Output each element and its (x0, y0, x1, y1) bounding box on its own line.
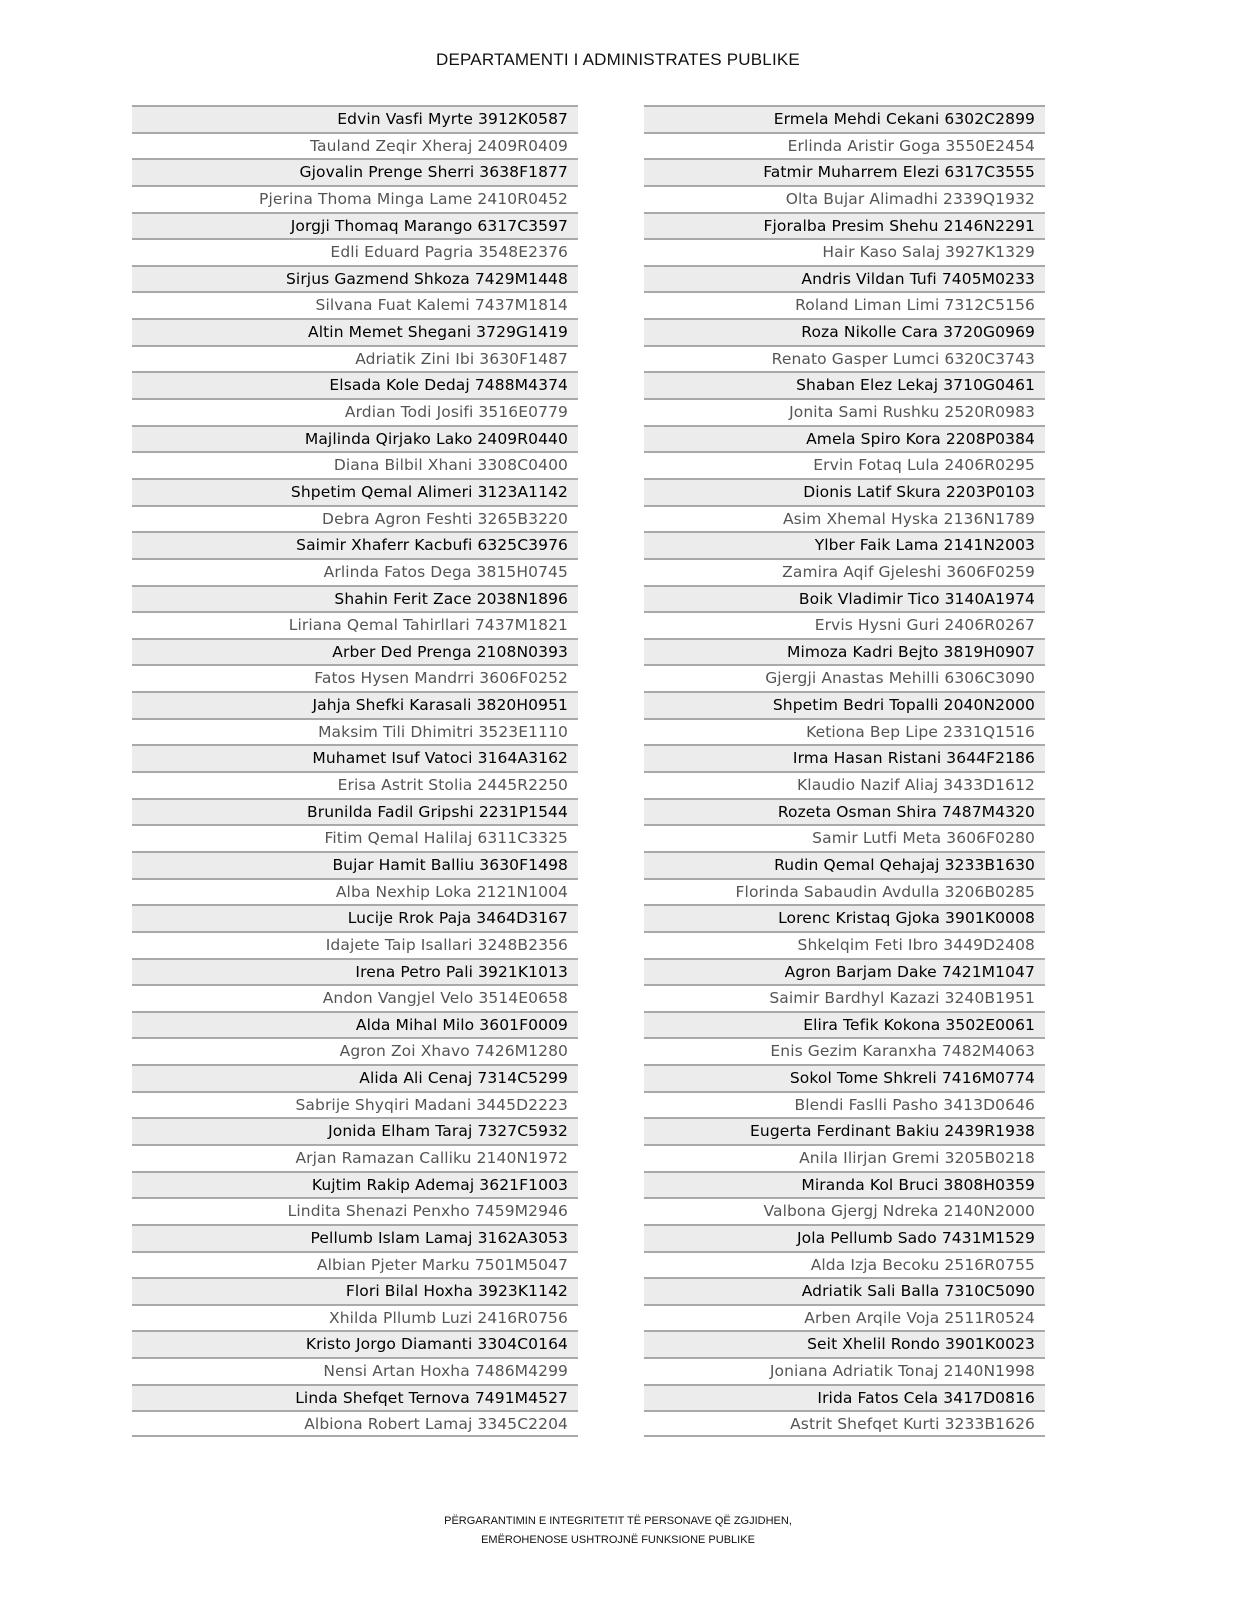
list-item: Zamira Aqif Gjeleshi 3606F0259 (644, 558, 1045, 585)
list-item: Anila Ilirjan Gremi 3205B0218 (644, 1144, 1045, 1171)
list-item: Gjergji Anastas Mehilli 6306C3090 (644, 664, 1045, 691)
list-item: Jorgji Thomaq Marango 6317C3597 (132, 212, 578, 239)
list-item: Dionis Latif Skura 2203P0103 (644, 478, 1045, 505)
list-item: Jahja Shefki Karasali 3820H0951 (132, 691, 578, 718)
list-item: Sirjus Gazmend Shkoza 7429M1448 (132, 265, 578, 292)
list-item: Valbona Gjergj Ndreka 2140N2000 (644, 1197, 1045, 1224)
page-footer (0, 1512, 1236, 1550)
list-item: Ardian Todi Josifi 3516E0779 (132, 398, 578, 425)
list-item: Fatos Hysen Mandrri 3606F0252 (132, 664, 578, 691)
list-item: Flori Bilal Hoxha 3923K1142 (132, 1277, 578, 1304)
page-title: DEPARTAMENTI I ADMINISTRATES PUBLIKE (436, 50, 800, 69)
list-item: Sabrije Shyqiri Madani 3445D2223 (132, 1091, 578, 1118)
list-item: Alda Mihal Milo 3601F0009 (132, 1011, 578, 1038)
list-item: Eugerta Ferdinant Bakiu 2439R1938 (644, 1117, 1045, 1144)
list-item: Ylber Faik Lama 2141N2003 (644, 531, 1045, 558)
list-item: Ervis Hysni Guri 2406R0267 (644, 611, 1045, 638)
list-item: Florinda Sabaudin Avdulla 3206B0285 (644, 878, 1045, 905)
list-item: Saimir Xhaferr Kacbufi 6325C3976 (132, 531, 578, 558)
list-item: Erlinda Aristir Goga 3550E2454 (644, 132, 1045, 159)
list-item: Lucije Rrok Paja 3464D3167 (132, 904, 578, 931)
list-item: Shaban Elez Lekaj 3710G0461 (644, 371, 1045, 398)
list-item: Silvana Fuat Kalemi 7437M1814 (132, 291, 578, 318)
list-item: Roland Liman Limi 7312C5156 (644, 291, 1045, 318)
list-item: Nensi Artan Hoxha 7486M4299 (132, 1357, 578, 1384)
list-item: Shkelqim Feti Ibro 3449D2408 (644, 931, 1045, 958)
list-item: Brunilda Fadil Gripshi 2231P1544 (132, 798, 578, 825)
list-item: Fjoralba Presim Shehu 2146N2291 (644, 212, 1045, 239)
list-item: Jola Pellumb Sado 7431M1529 (644, 1224, 1045, 1251)
list-item: Rozeta Osman Shira 7487M4320 (644, 798, 1045, 825)
list-item: Andon Vangjel Velo 3514E0658 (132, 984, 578, 1011)
list-item: Kujtim Rakip Ademaj 3621F1003 (132, 1171, 578, 1198)
list-item: Enis Gezim Karanxha 7482M4063 (644, 1037, 1045, 1064)
list-item: Andris Vildan Tufi 7405M0233 (644, 265, 1045, 292)
list-item: Boik Vladimir Tico 3140A1974 (644, 585, 1045, 612)
list-item: Edvin Vasfi Myrte 3912K0587 (132, 105, 578, 132)
list-item: Arlinda Fatos Dega 3815H0745 (132, 558, 578, 585)
list-item: Saimir Bardhyl Kazazi 3240B1951 (644, 984, 1045, 1011)
list-item: Fitim Qemal Halilaj 6311C3325 (132, 824, 578, 851)
list-item: Albian Pjeter Marku 7501M5047 (132, 1251, 578, 1278)
list-item: Lindita Shenazi Penxho 7459M2946 (132, 1197, 578, 1224)
list-item: Erisa Astrit Stolia 2445R2250 (132, 771, 578, 798)
list-item: Muhamet Isuf Vatoci 3164A3162 (132, 744, 578, 771)
list-item: Shpetim Qemal Alimeri 3123A1142 (132, 478, 578, 505)
list-item: Alida Ali Cenaj 7314C5299 (132, 1064, 578, 1091)
list-item: Agron Barjam Dake 7421M1047 (644, 958, 1045, 985)
list-item: Ketiona Bep Lipe 2331Q1516 (644, 718, 1045, 745)
list-item: Arben Arqile Voja 2511R0524 (644, 1304, 1045, 1331)
list-item: Roza Nikolle Cara 3720G0969 (644, 318, 1045, 345)
list-item: Gjovalin Prenge Sherri 3638F1877 (132, 158, 578, 185)
list-item: Hair Kaso Salaj 3927K1329 (644, 238, 1045, 265)
list-item: Blendi Faslli Pasho 3413D0646 (644, 1091, 1045, 1118)
list-item: Samir Lutfi Meta 3606F0280 (644, 824, 1045, 851)
list-item: Agron Zoi Xhavo 7426M1280 (132, 1037, 578, 1064)
list-item: Seit Xhelil Rondo 3901K0023 (644, 1330, 1045, 1357)
list-item: Jonita Sami Rushku 2520R0983 (644, 398, 1045, 425)
list-item: Mimoza Kadri Bejto 3819H0907 (644, 638, 1045, 665)
list-item: Elsada Kole Dedaj 7488M4374 (132, 371, 578, 398)
list-item: Joniana Adriatik Tonaj 2140N1998 (644, 1357, 1045, 1384)
footer-line-1: PËRGARANTIMIN E INTEGRITETIT TË PERSONAVE QË ZGJIDHEN, (444, 1515, 792, 1527)
list-item: Adriatik Sali Balla 7310C5090 (644, 1277, 1045, 1304)
list-item: Asim Xhemal Hyska 2136N1789 (644, 505, 1045, 532)
list-item: Astrit Shefqet Kurti 3233B1626 (644, 1410, 1045, 1437)
list-item: Kristo Jorgo Diamanti 3304C0164 (132, 1330, 578, 1357)
list-item: Sokol Tome Shkreli 7416M0774 (644, 1064, 1045, 1091)
list-item: Bujar Hamit Balliu 3630F1498 (132, 851, 578, 878)
list-item: Rudin Qemal Qehajaj 3233B1630 (644, 851, 1045, 878)
list-item: Arber Ded Prenga 2108N0393 (132, 638, 578, 665)
list-item: Amela Spiro Kora 2208P0384 (644, 425, 1045, 452)
list-item: Miranda Kol Bruci 3808H0359 (644, 1171, 1045, 1198)
list-item: Tauland Zeqir Xheraj 2409R0409 (132, 132, 578, 159)
list-item: Liriana Qemal Tahirllari 7437M1821 (132, 611, 578, 638)
name-list-right (644, 105, 1045, 1437)
list-item: Shpetim Bedri Topalli 2040N2000 (644, 691, 1045, 718)
list-item: Alba Nexhip Loka 2121N1004 (132, 878, 578, 905)
list-item: Fatmir Muharrem Elezi 6317C3555 (644, 158, 1045, 185)
list-item: Ervin Fotaq Lula 2406R0295 (644, 451, 1045, 478)
list-item: Jonida Elham Taraj 7327C5932 (132, 1117, 578, 1144)
list-item: Klaudio Nazif Aliaj 3433D1612 (644, 771, 1045, 798)
list-item: Irena Petro Pali 3921K1013 (132, 958, 578, 985)
list-item: Alda Izja Becoku 2516R0755 (644, 1251, 1045, 1278)
list-item: Ermela Mehdi Cekani 6302C2899 (644, 105, 1045, 132)
name-list-left (132, 105, 578, 1437)
list-item: Irma Hasan Ristani 3644F2186 (644, 744, 1045, 771)
list-item: Adriatik Zini Ibi 3630F1487 (132, 345, 578, 372)
list-item: Olta Bujar Alimadhi 2339Q1932 (644, 185, 1045, 212)
list-item: Altin Memet Shegani 3729G1419 (132, 318, 578, 345)
list-item: Linda Shefqet Ternova 7491M4527 (132, 1384, 578, 1411)
list-item: Xhilda Pllumb Luzi 2416R0756 (132, 1304, 578, 1331)
list-item: Edli Eduard Pagria 3548E2376 (132, 238, 578, 265)
list-item: Elira Tefik Kokona 3502E0061 (644, 1011, 1045, 1038)
list-item: Pellumb Islam Lamaj 3162A3053 (132, 1224, 578, 1251)
list-item: Diana Bilbil Xhani 3308C0400 (132, 451, 578, 478)
footer-line-2: EMËROHENOSE USHTROJNË FUNKSIONE PUBLIKE (481, 1534, 755, 1546)
list-item: Idajete Taip Isallari 3248B2356 (132, 931, 578, 958)
list-item: Pjerina Thoma Minga Lame 2410R0452 (132, 185, 578, 212)
list-item: Lorenc Kristaq Gjoka 3901K0008 (644, 904, 1045, 931)
list-item: Arjan Ramazan Calliku 2140N1972 (132, 1144, 578, 1171)
list-item: Majlinda Qirjako Lako 2409R0440 (132, 425, 578, 452)
list-item: Shahin Ferit Zace 2038N1896 (132, 585, 578, 612)
list-item: Debra Agron Feshti 3265B3220 (132, 505, 578, 532)
list-item: Maksim Tili Dhimitri 3523E1110 (132, 718, 578, 745)
list-item: Renato Gasper Lumci 6320C3743 (644, 345, 1045, 372)
list-item: Irida Fatos Cela 3417D0816 (644, 1384, 1045, 1411)
list-item: Albiona Robert Lamaj 3345C2204 (132, 1410, 578, 1437)
